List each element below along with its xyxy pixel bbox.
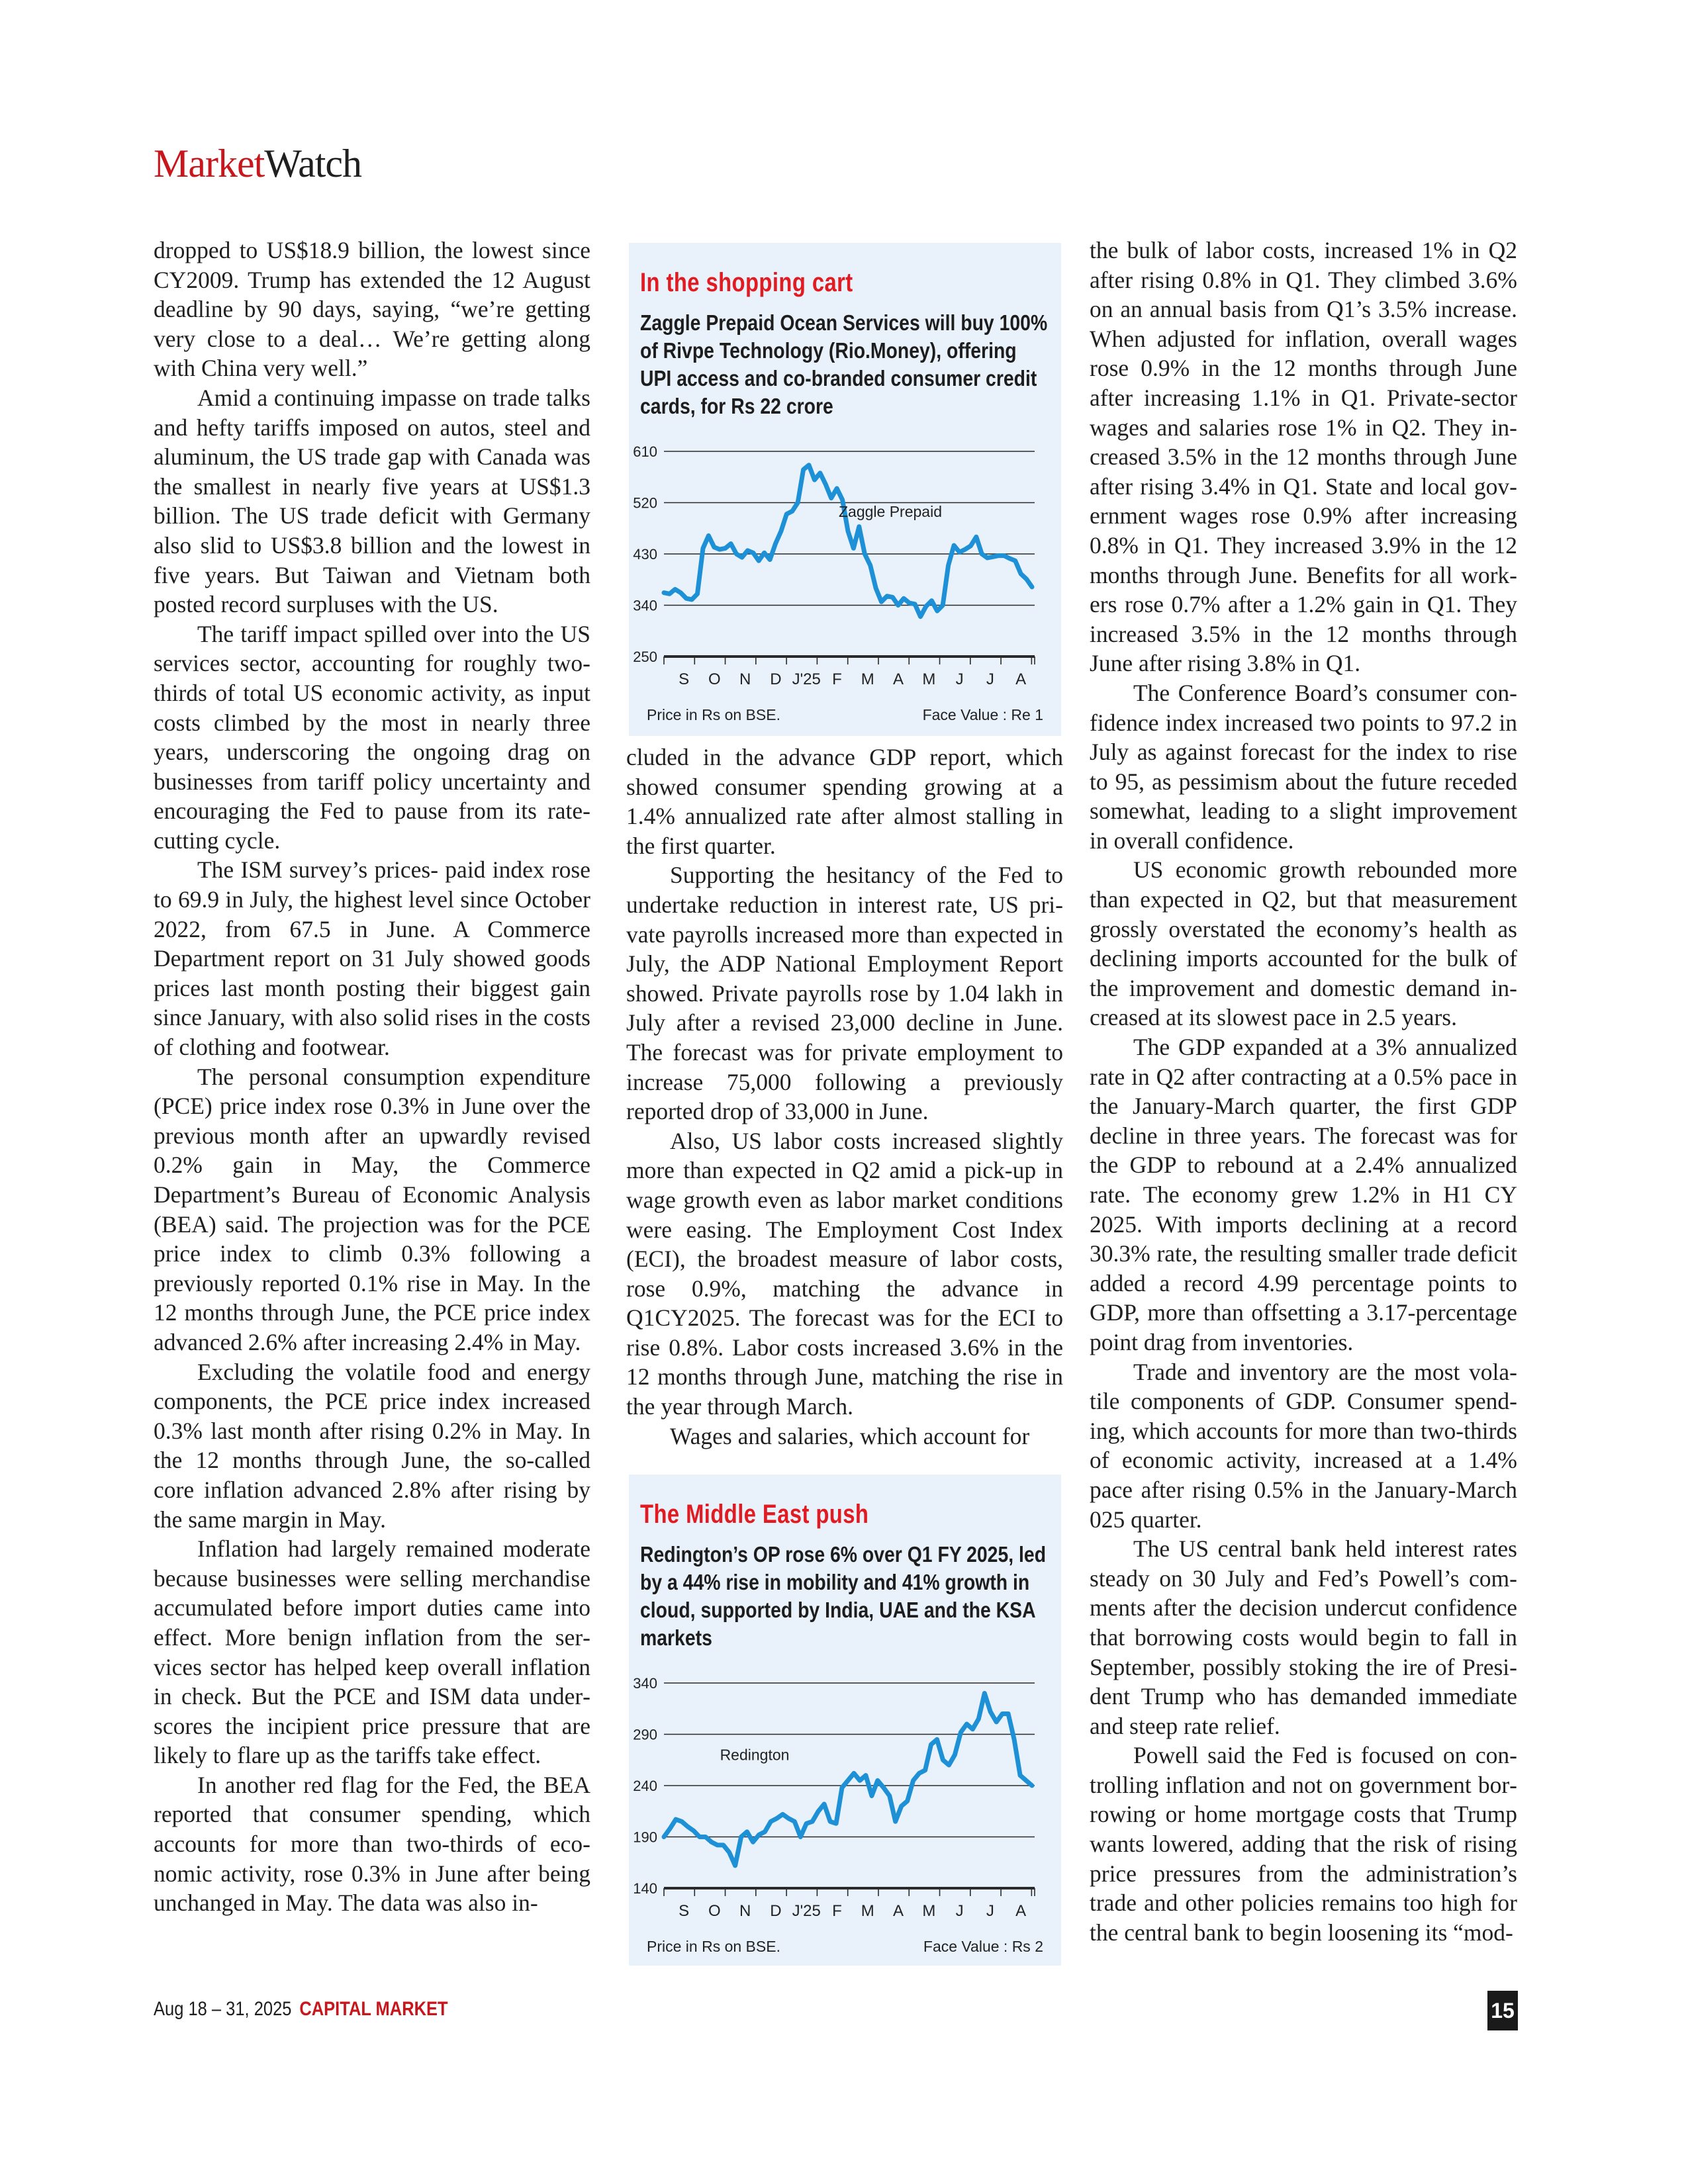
svg-text:J: J — [955, 1902, 964, 1920]
svg-text:S: S — [679, 670, 690, 688]
box-title: The Middle East push — [640, 1500, 869, 1529]
paragraph: Wages and salaries, which account for — [670, 1422, 1030, 1449]
price-note: Price in Rs on BSE. — [647, 1938, 780, 1955]
svg-text:M: M — [861, 1902, 874, 1920]
svg-text:340: 340 — [633, 597, 657, 614]
article-column-2 — [626, 743, 1063, 1451]
paragraph: Powell said the Fed is focused on controlling inflation and not on government borrowing or home mortgage costs that Trump wants lowered, adding that the risk of rising price pressures from the administration’s trade and other policies remains too high for the central bank to begin loosening its “mod- — [1090, 1742, 1517, 1946]
svg-text:340: 340 — [633, 1675, 657, 1692]
paragraph: The GDP expanded at a 3% annualized rate in Q2 after contracting at a 0.5% pace in the January-March quarter, the first GDP decline in three years. The forecast was for the GDP to rebound at a 2.4% annualized rate. The economy grew 1.2% in H1 CY 2025. With imports declining at a record 30.3% rate, the resulting smaller trade deficit added a record 4.99 percentage points to GDP, more than offsetting a 3.17-percentage point drag from inventories. — [1090, 1034, 1517, 1355]
face-value: Face Value : Re 1 — [922, 706, 1043, 723]
svg-text:290: 290 — [633, 1726, 657, 1743]
svg-text:J: J — [986, 1902, 994, 1920]
svg-text:D: D — [770, 670, 782, 688]
svg-text:J'25: J'25 — [792, 670, 821, 688]
svg-text:520: 520 — [633, 494, 657, 512]
publication-name: CAPITAL MARKET — [299, 1998, 448, 2020]
masthead-watch: Watch — [264, 142, 362, 185]
paragraph: The ISM survey’s prices- paid index rose to 69.9 in July, the highest level since October 2022, from 67.5 in June. A Commerce Department report on 31 July showed goods prices last month posting their biggest gain since January, with also solid rises in the costs of clothing and footwear. — [154, 856, 590, 1061]
svg-text:M: M — [922, 670, 936, 688]
paragraph: Also, US labor costs increased slightly more than expected in Q2 amid a pick-up in wage growth even as labor market conditions were easing. The Employment Cost Index (ECI), the broadest measure of labor costs, rose 0.9%, matching the advance in Q1CY2025. The forecast was for the ECI to rise 0.8%. Labor costs increased 3.6% in the 12 months through June, matching the rise in the year through March. — [626, 1127, 1063, 1420]
box-title: In the shopping cart — [640, 268, 853, 297]
article-column-1 — [154, 236, 590, 1918]
line-chart — [629, 435, 1061, 700]
section-masthead — [154, 140, 361, 187]
svg-text:M: M — [922, 1902, 936, 1920]
svg-text:N: N — [739, 1902, 751, 1920]
box-footer — [647, 706, 1043, 724]
article-column-3 — [1090, 236, 1517, 1947]
paragraph: cluded in the advance GDP report, which showed consumer spending growing at a 1.4% annualized rate after almost stalling in the first quarter. — [626, 744, 1063, 859]
paragraph: Supporting the hesitancy of the Fed to undertake reduction in interest rate, US private payrolls increased more than expected in July, the ADP National Employment Report showed. Private payrolls rose by 1.04 lakh in July after a revised 23,000 decline in June. The forecast was for private employment to increase 75,000 following a previously reported drop of 33,000 in June. — [626, 862, 1063, 1125]
face-value: Face Value : Rs 2 — [923, 1938, 1043, 1955]
svg-text:J: J — [986, 670, 994, 688]
svg-text:J'25: J'25 — [792, 1902, 821, 1920]
svg-text:A: A — [893, 1902, 904, 1920]
svg-text:250: 250 — [633, 649, 657, 665]
page-footer — [154, 1996, 448, 2023]
svg-text:J: J — [955, 670, 964, 688]
paragraph: US economic growth rebounded more than expected in Q2, but that measurement grossly overstated the economy’s health as declining imports accounted for the bulk of the improvement and domestic demand increased at its slowest pace in 2.5 years. — [1090, 856, 1517, 1031]
svg-text:Redington: Redington — [720, 1746, 790, 1764]
svg-text:140: 140 — [633, 1880, 657, 1897]
paragraph: The tariff impact spilled over into the US services sector, accounting for roughly two-thirds of total US economic activity, as input costs climbed by the most in nearly three years, underscoring the ongoing drag on businesses from tariff policy uncertainty and encouraging the Fed to pause from its rate-cutting cycle. — [154, 620, 590, 854]
svg-text:F: F — [832, 670, 842, 688]
page-number: 15 — [1487, 1991, 1518, 2030]
sidebar-box-shopping-cart — [629, 243, 1061, 736]
svg-text:A: A — [1015, 1902, 1027, 1920]
price-note: Price in Rs on BSE. — [647, 706, 780, 723]
svg-text:M: M — [861, 670, 874, 688]
svg-text:610: 610 — [633, 443, 657, 460]
paragraph: Inflation had largely remained moderate because businesses were selling merchandise accumulated before import duties came into effect. More benign inflation from the services sector has helped keep overall inflation in check. But the PCE and ISM data underscores the incipient price pressure that are likely to flare up as the tariffs take effect. — [154, 1535, 590, 1769]
paragraph: Amid a continuing impasse on trade talks and hefty tariffs imposed on autos, steel and aluminum, the US trade gap with Canada was the smallest in nearly five years at US$1.3 billion. The US trade deficit with Germany also slid to US$3.8 billion and the lowest in five years. But Taiwan and Vietnam both posted record surpluses with the US. — [154, 384, 590, 618]
sidebar-box-middle-east — [629, 1475, 1061, 1966]
chart-redington — [629, 1666, 1061, 1931]
svg-text:N: N — [739, 670, 751, 688]
svg-text:S: S — [679, 1902, 690, 1920]
paragraph: the bulk of labor costs, increased 1% in Q2 after rising 0.8% in Q1. They climbed 3.6% on an annual basis from Q1’s 3.5% increase. When adjusted for inflation, overall wages rose 0.9% in the 12 months through June after increasing 1.1% in Q1. Private-sector wages and salaries rose 1% in Q2. They increased 3.5% in the 12 months through June after rising 3.4% in Q1. State and local government wages rose 0.9% after increasing 0.8% in Q1. They increased 3.9% in the 12 months through June. Benefits for all workers rose 0.7% after a 1.2% gain in Q1. They increased 3.5% in the 12 months through June after rising 3.8% in Q1. — [1090, 237, 1517, 677]
svg-text:A: A — [1015, 670, 1027, 688]
paragraph: Excluding the volatile food and energy components, the PCE price index increased 0.3% last month after rising 0.2% in May. In the 12 months through June, the so-called core inflation advanced 2.8% after rising by the same margin in May. — [154, 1358, 590, 1533]
paragraph: The US central bank held interest rates steady on 30 July and Fed’s Powell’s comments after the decision undercut confidence that borrowing costs would begin to fall in September, possibly stoking the ire of President Trump who has demanded immediate and steep rate relief. — [1090, 1535, 1517, 1739]
paragraph: The personal consumption expenditure (PCE) price index rose 0.3% in June over the previous month after an upwardly revised 0.2% gain in May, the Commerce Department’s Bureau of Economic Analysis (BEA) said. The projection was for the PCE price index to climb 0.3% following a previously reported 0.1% rise in May. In the 12 months through June, the PCE price index advanced 2.6% after increasing 2.4% in May. — [154, 1063, 590, 1355]
line-chart — [629, 1666, 1061, 1931]
svg-text:Zaggle Prepaid: Zaggle Prepaid — [839, 503, 942, 521]
paragraph: Trade and inventory are the most volatile components of GDP. Consumer spending, which accounts for more than two-thirds of economic activity, increased at a 1.4% pace after rising 0.5% in the January-March 025 quarter. — [1090, 1358, 1517, 1533]
svg-text:240: 240 — [633, 1778, 657, 1794]
box-description: Zaggle Prepaid Ocean Services will buy 100% of Rivpe Technology (Rio.Money), offering UPI access and co-branded consumer credit cards, for Rs 22 crore — [640, 310, 1048, 418]
box-footer — [647, 1938, 1043, 1956]
paragraph: dropped to US$18.9 billion, the lowest since CY2009. Trump has extended the 12 August deadline by 90 days, saying, “we’re getting very close to a deal… We’re getting along with China very well.” — [154, 237, 590, 382]
paragraph: In another red flag for the Fed, the BEA reported that consumer spending, which accounts for more than two-thirds of economic activity, rose 0.3% in June after being unchanged in May. The data was also in- — [154, 1771, 590, 1917]
svg-text:430: 430 — [633, 546, 657, 563]
chart-zaggle-prepaid — [629, 435, 1061, 700]
issue-date: Aug 18 – 31, 2025 — [154, 1998, 292, 2020]
paragraph: The Conference Board’s consumer confidence index increased two points to 97.2 in July as against forecast for the index to rise to 95, as pessimism about the future receded somewhat, leading to a slight improvement in overall confidence. — [1090, 679, 1517, 854]
masthead-market: Market — [154, 142, 265, 185]
svg-text:A: A — [893, 670, 904, 688]
svg-text:F: F — [832, 1902, 842, 1920]
svg-text:O: O — [708, 670, 721, 688]
svg-text:D: D — [770, 1902, 782, 1920]
svg-text:O: O — [708, 1902, 721, 1920]
svg-text:190: 190 — [633, 1829, 657, 1846]
box-description: Redington’s OP rose 6% over Q1 FY 2025, led by a 44% rise in mobility and 41% growth in cloud, supported by India, UAE and the KSA markets — [640, 1542, 1047, 1650]
